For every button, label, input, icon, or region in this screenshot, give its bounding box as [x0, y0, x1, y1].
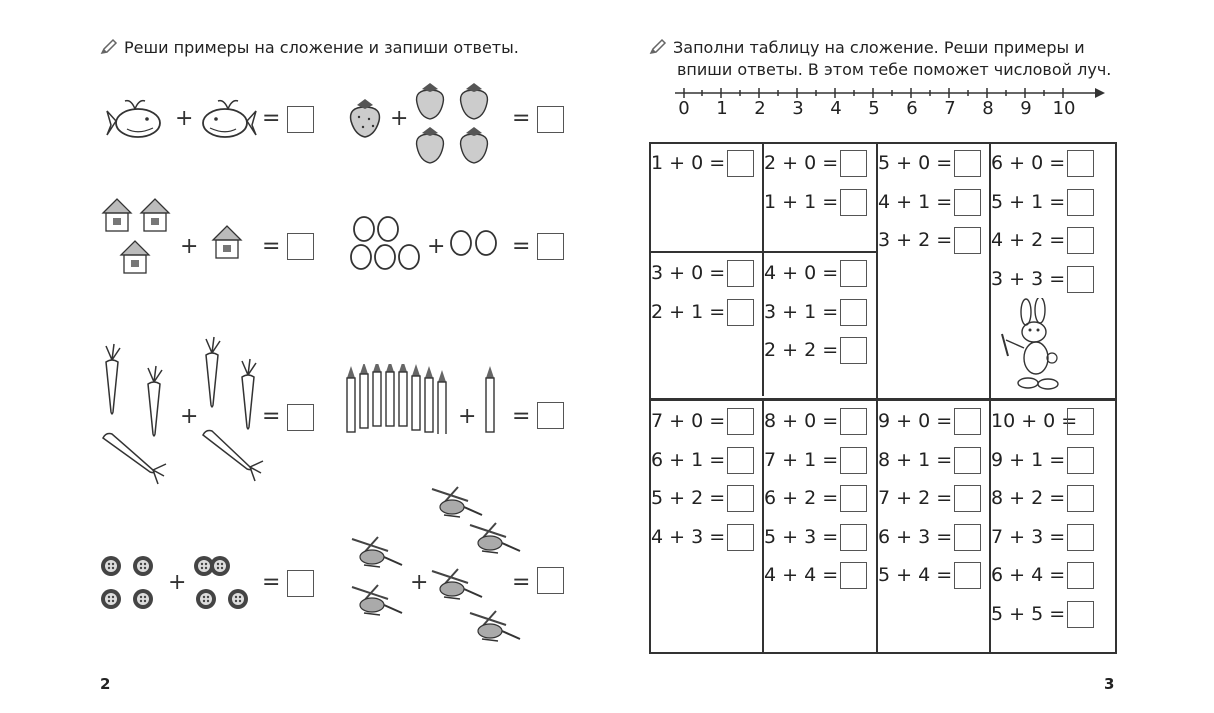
plus-sign: +	[390, 106, 409, 131]
equation: 5 + 1 =	[991, 190, 1066, 213]
answer-box[interactable]	[1067, 447, 1094, 474]
pencil-crayon-icon	[345, 364, 451, 434]
equals-sign: =	[262, 234, 281, 259]
answer-box[interactable]	[840, 408, 867, 435]
answer-box[interactable]	[954, 562, 981, 589]
answer-box[interactable]	[727, 260, 754, 287]
answer-box[interactable]	[954, 189, 981, 216]
left-instruction	[100, 37, 519, 59]
equation: 6 + 2 =	[764, 487, 839, 509]
number-line-label: 4	[830, 98, 842, 119]
answer-box[interactable]	[840, 150, 867, 177]
plus-sign: +	[180, 404, 199, 429]
number-line-label: 6	[906, 98, 918, 119]
equals-sign: =	[512, 570, 531, 595]
equation: 3 + 1 =	[764, 300, 839, 323]
button-group	[100, 555, 160, 615]
equation: 8 + 1 =	[878, 448, 953, 471]
button-group	[193, 555, 258, 615]
number-line	[675, 86, 1105, 100]
equation: 2 + 2 =	[764, 339, 839, 361]
right-instruction-line2: впиши ответы. В этом тебе поможет числовой луч.	[677, 60, 1112, 79]
answer-box[interactable]	[1067, 408, 1094, 435]
answer-box[interactable]	[954, 408, 981, 435]
equation: 3 + 2 =	[878, 229, 953, 251]
answer-box[interactable]	[1067, 485, 1094, 512]
helicopter-group	[348, 535, 408, 635]
number-line-label: 10	[1052, 98, 1076, 119]
page-number-right: 3	[1104, 675, 1115, 693]
answer-box[interactable]	[840, 485, 867, 512]
page-number-left: 2	[100, 675, 111, 693]
number-line-label: 1	[716, 98, 728, 119]
answer-box[interactable]	[954, 150, 981, 177]
answer-box[interactable]	[727, 447, 754, 474]
answer-box[interactable]	[537, 402, 564, 429]
equation: 6 + 0 =	[991, 152, 1066, 174]
equation: 10 + 0 =	[991, 410, 1078, 432]
equation: 4 + 2 =	[991, 229, 1066, 251]
equation: 7 + 0 =	[651, 410, 726, 432]
equation: 9 + 0 =	[878, 410, 953, 432]
equals-sign: =	[512, 106, 531, 131]
answer-box[interactable]	[840, 337, 867, 364]
pencil-icon	[100, 38, 118, 56]
answer-box[interactable]	[287, 570, 314, 597]
equation: 8 + 2 =	[991, 487, 1066, 509]
table-hline	[649, 398, 1117, 401]
equation: 5 + 3 =	[764, 525, 839, 548]
answer-box[interactable]	[1067, 601, 1094, 628]
equation: 4 + 3 =	[651, 525, 726, 548]
equals-sign: =	[262, 570, 281, 595]
strawberry-icon	[343, 95, 388, 140]
answer-box[interactable]	[1067, 266, 1094, 293]
pencil-icon	[649, 38, 667, 56]
right-instruction-line1: Заполни таблицу на сложение. Реши примеры и	[673, 38, 1085, 57]
answer-box[interactable]	[287, 106, 314, 133]
equation: 9 + 1 =	[991, 448, 1066, 471]
plus-sign: +	[427, 234, 446, 259]
plus-sign: +	[410, 570, 429, 595]
left-instruction-text: Реши примеры на сложение и запиши ответы.	[124, 38, 519, 57]
number-line-label: 3	[792, 98, 804, 119]
answer-box[interactable]	[840, 562, 867, 589]
egg-group	[348, 215, 428, 273]
answer-box[interactable]	[954, 227, 981, 254]
equation: 5 + 4 =	[878, 564, 953, 586]
equation: 5 + 0 =	[878, 152, 953, 174]
answer-box[interactable]	[840, 447, 867, 474]
house-icon	[210, 222, 250, 262]
whale-icon	[105, 95, 165, 140]
answer-box[interactable]	[840, 260, 867, 287]
answer-box[interactable]	[1067, 524, 1094, 551]
answer-box[interactable]	[1067, 562, 1094, 589]
equation: 7 + 3 =	[991, 525, 1066, 548]
equation: 6 + 4 =	[991, 564, 1066, 586]
equals-sign: =	[262, 106, 281, 131]
equation: 4 + 0 =	[764, 262, 839, 284]
plus-sign: +	[180, 234, 199, 259]
equation: 4 + 4 =	[764, 564, 839, 586]
answer-box[interactable]	[537, 567, 564, 594]
equation: 2 + 0 =	[764, 152, 839, 174]
answer-box[interactable]	[727, 524, 754, 551]
carrot-group	[98, 342, 180, 492]
number-line-label: 2	[754, 98, 766, 119]
pencil-crayon-icon	[484, 364, 498, 434]
answer-box[interactable]	[840, 524, 867, 551]
equation: 5 + 5 =	[991, 602, 1066, 625]
equation: 3 + 3 =	[991, 267, 1066, 290]
answer-box[interactable]	[727, 485, 754, 512]
answer-box[interactable]	[1067, 189, 1094, 216]
whale-icon	[198, 95, 258, 140]
equation: 2 + 1 =	[651, 300, 726, 323]
answer-box[interactable]	[840, 299, 867, 326]
egg-icon	[448, 228, 500, 258]
strawberry-group	[410, 80, 500, 166]
answer-box[interactable]	[727, 299, 754, 326]
plus-sign: +	[175, 106, 194, 131]
equals-sign: =	[512, 234, 531, 259]
answer-box[interactable]	[954, 447, 981, 474]
equation: 7 + 2 =	[878, 487, 953, 509]
number-line-label: 7	[944, 98, 956, 119]
equation: 6 + 3 =	[878, 525, 953, 548]
number-line-label: 9	[1020, 98, 1032, 119]
answer-box[interactable]	[1067, 150, 1094, 177]
house-group	[100, 195, 180, 277]
answer-box[interactable]	[727, 150, 754, 177]
answer-box[interactable]	[954, 485, 981, 512]
answer-box[interactable]	[287, 233, 314, 260]
answer-box[interactable]	[954, 524, 981, 551]
equation: 8 + 0 =	[764, 410, 839, 432]
table-hline	[649, 251, 876, 253]
plus-sign: +	[168, 570, 187, 595]
equals-sign: =	[512, 404, 531, 429]
equals-sign: =	[262, 404, 281, 429]
answer-box[interactable]	[840, 189, 867, 216]
answer-box[interactable]	[727, 408, 754, 435]
equation: 4 + 1 =	[878, 190, 953, 213]
number-line-label: 5	[868, 98, 880, 119]
equation: 3 + 0 =	[651, 262, 726, 284]
number-line-label: 0	[678, 98, 690, 119]
answer-box[interactable]	[1067, 227, 1094, 254]
equation: 5 + 2 =	[651, 487, 726, 509]
equation: 7 + 1 =	[764, 448, 839, 471]
plus-sign: +	[458, 404, 477, 429]
answer-box[interactable]	[537, 106, 564, 133]
bunny-icon	[998, 298, 1073, 393]
equation: 1 + 1 =	[764, 190, 839, 213]
equation: 6 + 1 =	[651, 448, 726, 471]
right-instruction	[649, 37, 1111, 81]
equation: 1 + 0 =	[651, 152, 726, 174]
answer-box[interactable]	[537, 233, 564, 260]
number-line-label: 8	[982, 98, 994, 119]
answer-box[interactable]	[287, 404, 314, 431]
